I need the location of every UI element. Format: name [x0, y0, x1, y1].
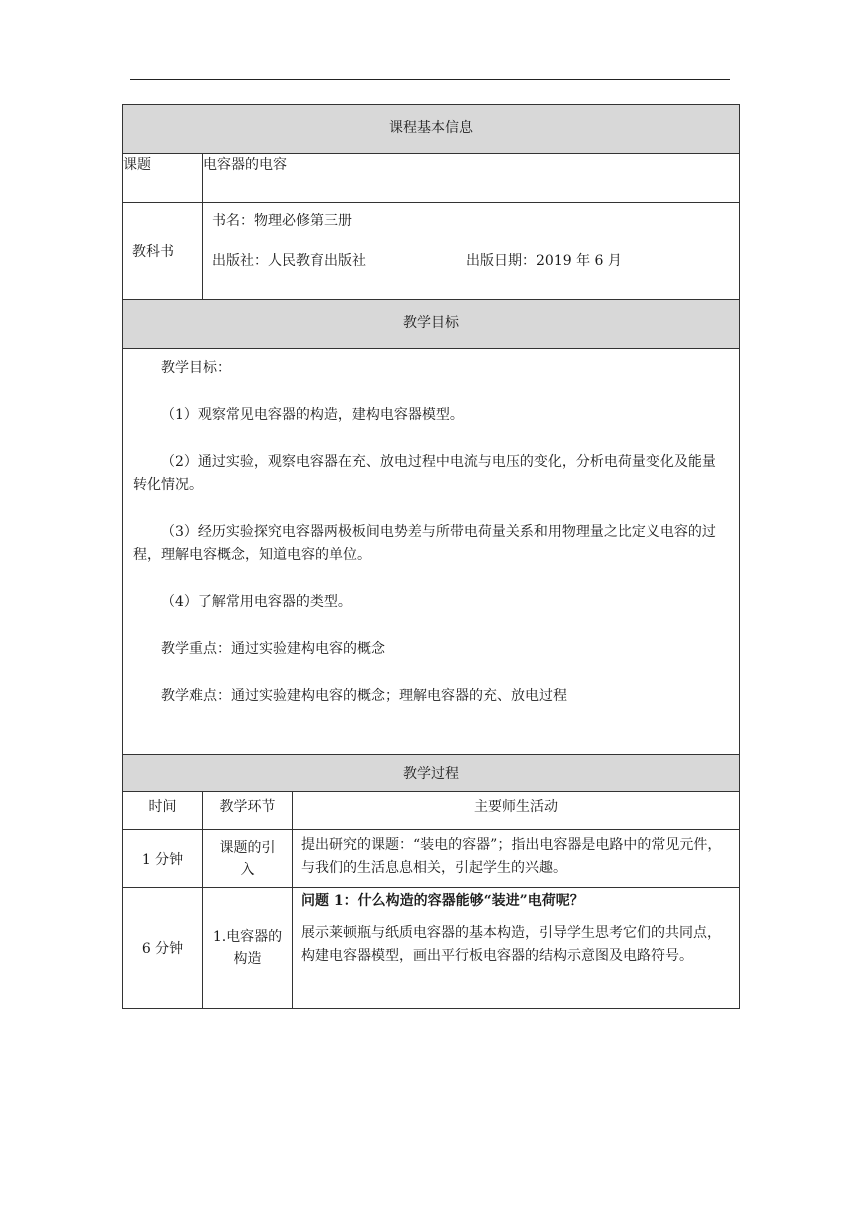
- objectives-content: [123, 349, 740, 755]
- column-header-stage: 教学环节: [203, 792, 293, 830]
- book-name: 书名：物理必修第三册: [212, 213, 352, 229]
- section-header-process: 教学过程: [123, 755, 740, 792]
- header-rule: [130, 79, 730, 80]
- objective-item: （4）了解常用电容器的类型。: [161, 594, 352, 610]
- publisher: 出版社：人民教育出版社: [212, 253, 366, 269]
- objectives-intro: 教学目标：: [161, 360, 231, 376]
- row-stage: 1.电容器的构造: [203, 888, 293, 1009]
- key-point: 教学重点：通过实验建构电容的概念: [161, 641, 385, 657]
- row-activity: [293, 888, 740, 1009]
- lesson-plan-table: [122, 104, 740, 1009]
- topic-label: 课题: [123, 154, 203, 203]
- objective-item: （3）经历实验探究电容器两极板间电势差与所带电荷量关系和用物理量之比定义电容的过程，理解电容概念，知道电容的单位。: [133, 524, 716, 563]
- section-header-objectives: 教学目标: [123, 300, 740, 349]
- difficulty: 教学难点：通过实验建构电容的概念；理解电容器的充、放电过程: [161, 688, 567, 704]
- row-question: 问题 1：什么构造的容器能够“装进”电荷呢？: [301, 893, 584, 909]
- objective-item: （2）通过实验，观察电容器在充、放电过程中电流与电压的变化，分析电荷量变化及能量转化情况。: [133, 454, 716, 493]
- row-time: 6 分钟: [123, 888, 203, 1009]
- textbook-info: [203, 203, 740, 300]
- table-row: [123, 830, 740, 888]
- table-row: [123, 888, 740, 1009]
- topic-value: 电容器的电容: [203, 154, 740, 203]
- row-activity: 提出研究的课题：“装电的容器”；指出电容器是电路中的常见元件，与我们的生活息息相关，引起学生的兴趣。: [293, 830, 740, 888]
- column-header-activity: 主要师生活动: [293, 792, 740, 830]
- row-activity-text: 展示莱顿瓶与纸质电容器的基本构造，引导学生思考它们的共同点，构建电容器模型，画出平行板电容器的结构示意图及电路符号。: [301, 925, 721, 964]
- column-header-time: 时间: [123, 792, 203, 830]
- objective-item: （1）观察常见电容器的构造，建构电容器模型。: [161, 407, 464, 423]
- textbook-label: 教科书: [123, 203, 203, 300]
- publish-date: 出版日期：2019 年 6 月: [466, 253, 622, 269]
- row-time: 1 分钟: [123, 830, 203, 888]
- section-header-course-info: 课程基本信息: [123, 105, 740, 154]
- row-stage: 课题的引入: [203, 830, 293, 888]
